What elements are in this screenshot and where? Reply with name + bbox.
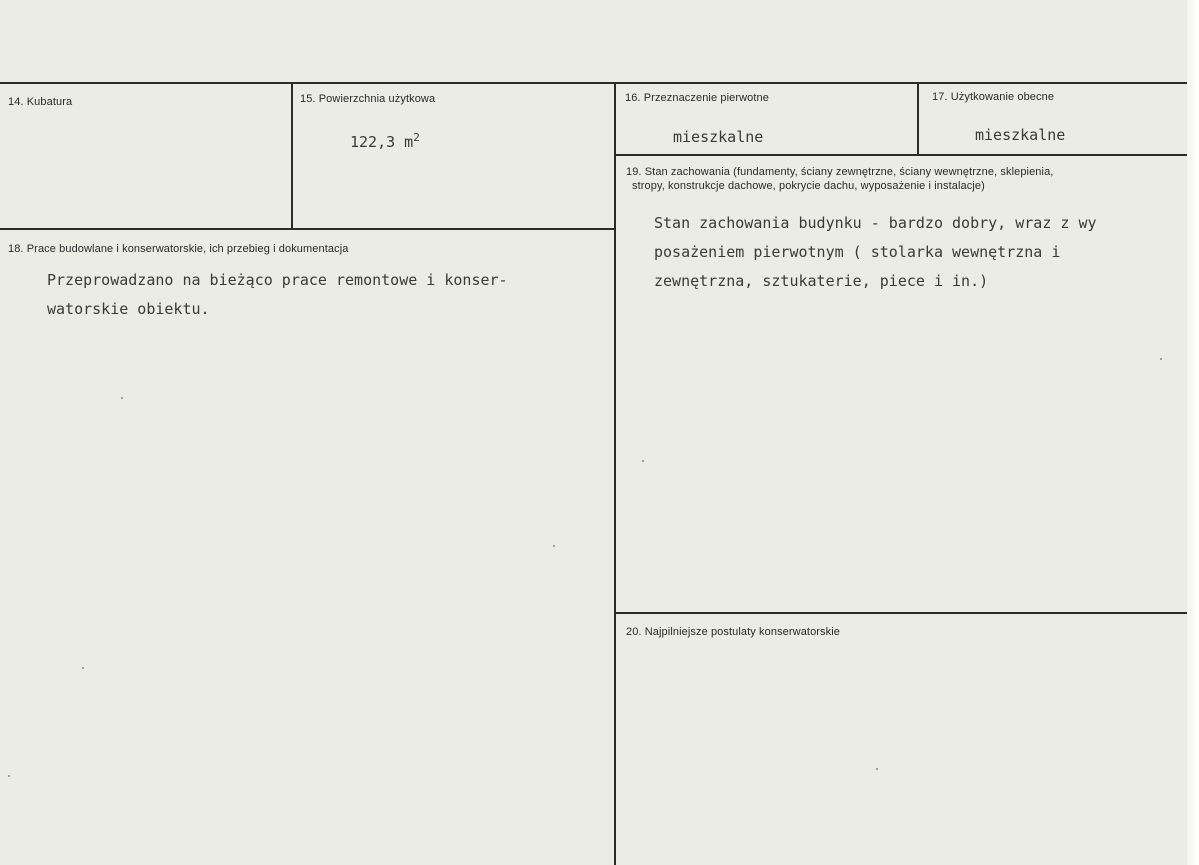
area-unit-superscript: 2 [413,131,420,144]
field-15-value [350,131,420,151]
field-18-line: Przeprowadzano na bieżąco prace remontowe i konser- [47,271,508,289]
field-18-line: watorskie obiektu. [47,300,210,318]
paper-edge [1187,0,1199,865]
field-19-text [654,209,1097,296]
divider-left-right [614,82,616,865]
paper-speck [8,775,10,777]
field-17-label: 17. Użytkowanie obecne [932,91,1055,103]
area-value: 122,3 m [350,133,414,151]
field-19-line: posażeniem pierwotnym ( stolarka wewnętrzna i [654,243,1061,261]
field-16-label: 16. Przeznaczenie pierwotne [625,92,769,104]
paper-speck [553,545,555,547]
field-16-value: mieszkalne [673,128,764,146]
field-14-label: 14. Kubatura [8,96,73,108]
paper-speck [121,397,123,399]
divider-16-17 [917,82,919,155]
field-15-label: 15. Powierzchnia użytkowa [300,93,436,105]
rule-above-19 [614,154,1199,156]
rule-above-18 [0,228,616,230]
field-17-value: mieszkalne [975,126,1066,144]
paper-speck [82,667,84,669]
paper-speck [876,768,878,770]
rule-above-20 [614,612,1199,614]
field-18-text [47,266,508,324]
paper-speck [642,460,644,462]
field-19-label-line1: 19. Stan zachowania (fundamenty, ściany zewnętrzne, ściany wewnętrzne, sklepienia, [626,166,1054,178]
field-20-label: 20. Najpilniejsze postulaty konserwatorskie [626,626,841,638]
field-18-label: 18. Prace budowlane i konserwatorskie, ich przebieg i dokumentacja [8,243,349,255]
paper-speck [1160,358,1162,360]
top-rule [0,82,1199,84]
divider-14-15 [291,82,293,230]
field-19-line: zewnętrzna, sztukaterie, piece i in.) [654,272,989,290]
field-19-label-line2: stropy, konstrukcje dachowe, pokrycie dachu, wyposażenie i instalacje) [632,180,985,192]
field-19-line: Stan zachowania budynku - bardzo dobry, wraz z wy [654,214,1097,232]
